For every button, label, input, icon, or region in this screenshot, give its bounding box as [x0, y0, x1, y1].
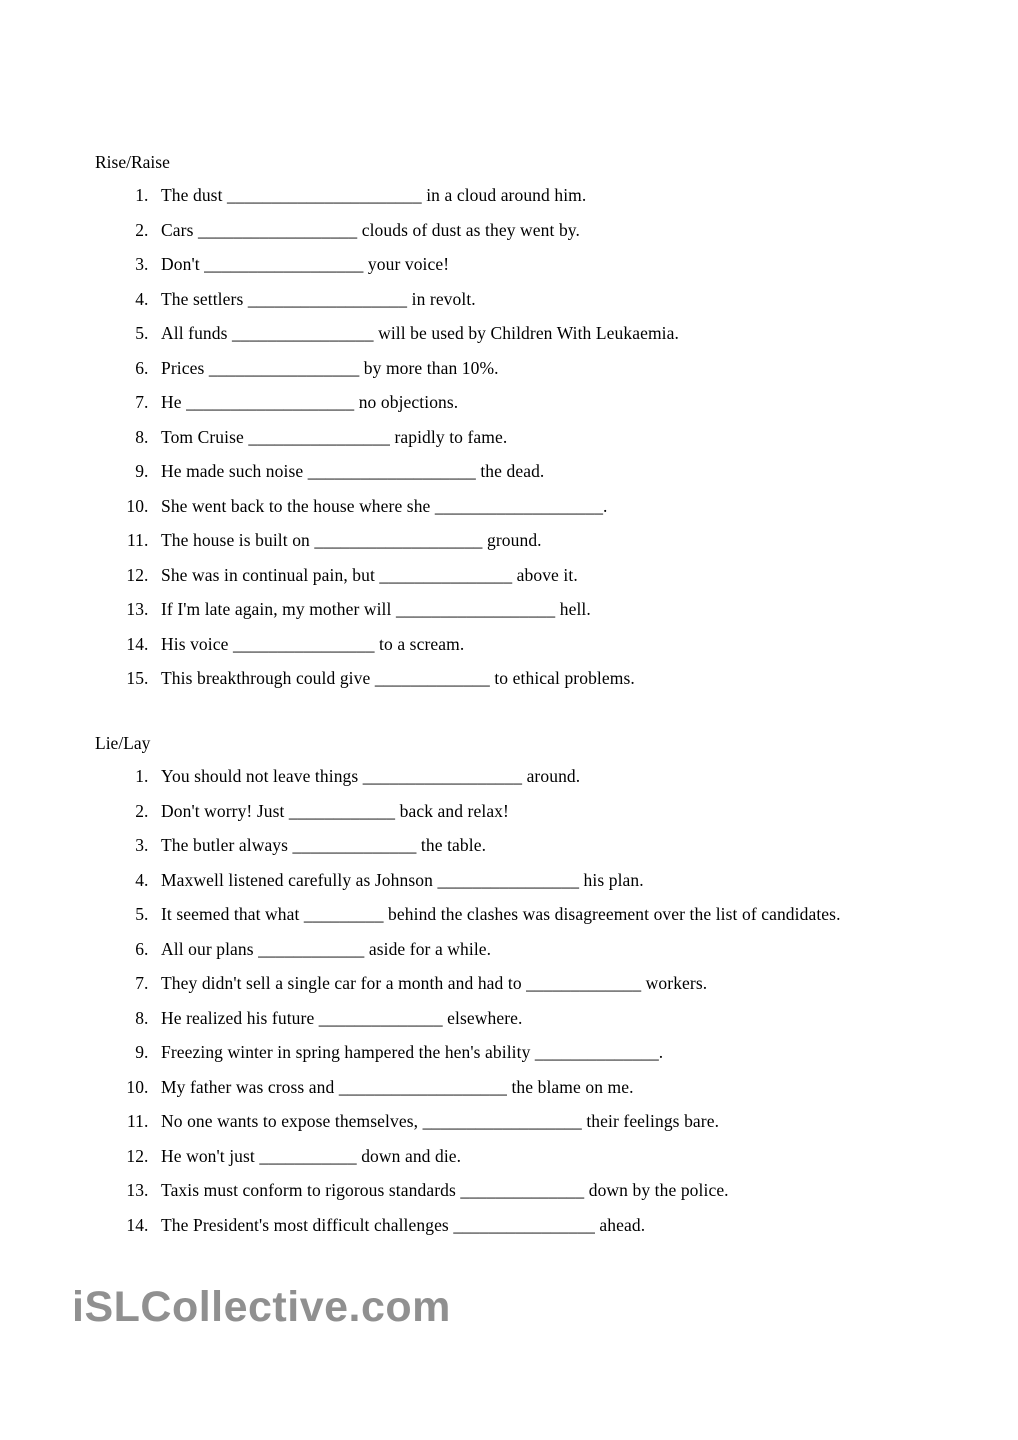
exercise-item: 6. All our plans ____________ aside for a while. [153, 939, 948, 960]
exercise-item: 11. No one wants to expose themselves, __________________ their feelings bare. [153, 1111, 948, 1132]
exercise-item: 1. The dust ______________________ in a cloud around him. [153, 185, 948, 206]
exercise-item: 10. My father was cross and ___________________ the blame on me. [153, 1077, 948, 1098]
exercise-item: 14. The President's most difficult challenges ________________ ahead. [153, 1215, 948, 1236]
exercise-item: 3. Don't __________________ your voice! [153, 254, 948, 275]
section-rise-raise [95, 152, 948, 689]
exercise-item: 15. This breakthrough could give _____________ to ethical problems. [153, 668, 948, 689]
exercise-item: 2. Cars __________________ clouds of dust as they went by. [153, 220, 948, 241]
exercise-item: 8. Tom Cruise ________________ rapidly to fame. [153, 427, 948, 448]
exercise-item: 11. The house is built on ___________________ ground. [153, 530, 948, 551]
exercise-item: 12. He won't just ___________ down and die. [153, 1146, 948, 1167]
exercise-item: 7. He ___________________ no objections. [153, 392, 948, 413]
section-title-rise-raise: Rise/Raise [95, 152, 170, 172]
exercise-item: 5. It seemed that what _________ behind the clashes was disagreement over the list of candidates. [153, 904, 948, 925]
exercise-item: 5. All funds ________________ will be used by Children With Leukaemia. [153, 323, 948, 344]
section-title-lie-lay: Lie/Lay [95, 733, 151, 753]
exercise-item: 9. Freezing winter in spring hampered the hen's ability ______________. [153, 1042, 948, 1063]
exercise-item: 14. His voice ________________ to a scream. [153, 634, 948, 655]
exercise-item: 13. Taxis must conform to rigorous standards ______________ down by the police. [153, 1180, 948, 1201]
section-lie-lay [95, 733, 948, 1236]
rise-raise-list [95, 185, 948, 689]
exercise-item: 2. Don't worry! Just ____________ back and relax! [153, 801, 948, 822]
exercise-item: 1. You should not leave things __________________ around. [153, 766, 948, 787]
exercise-item: 13. If I'm late again, my mother will __________________ hell. [153, 599, 948, 620]
lie-lay-list [95, 766, 948, 1236]
islcollective-logo: iSLCollective.com [72, 1283, 451, 1331]
exercise-item: 8. He realized his future ______________ elsewhere. [153, 1008, 948, 1029]
exercise-item: 12. She was in continual pain, but _______________ above it. [153, 565, 948, 586]
exercise-item: 9. He made such noise ___________________ the dead. [153, 461, 948, 482]
exercise-item: 6. Prices _________________ by more than 10%. [153, 358, 948, 379]
exercise-item: 7. They didn't sell a single car for a month and had to _____________ workers. [153, 973, 948, 994]
exercise-item: 4. The settlers __________________ in revolt. [153, 289, 948, 310]
exercise-item: 10. She went back to the house where she ___________________. [153, 496, 948, 517]
exercise-item: 4. Maxwell listened carefully as Johnson ________________ his plan. [153, 870, 948, 891]
exercise-item: 3. The butler always ______________ the table. [153, 835, 948, 856]
